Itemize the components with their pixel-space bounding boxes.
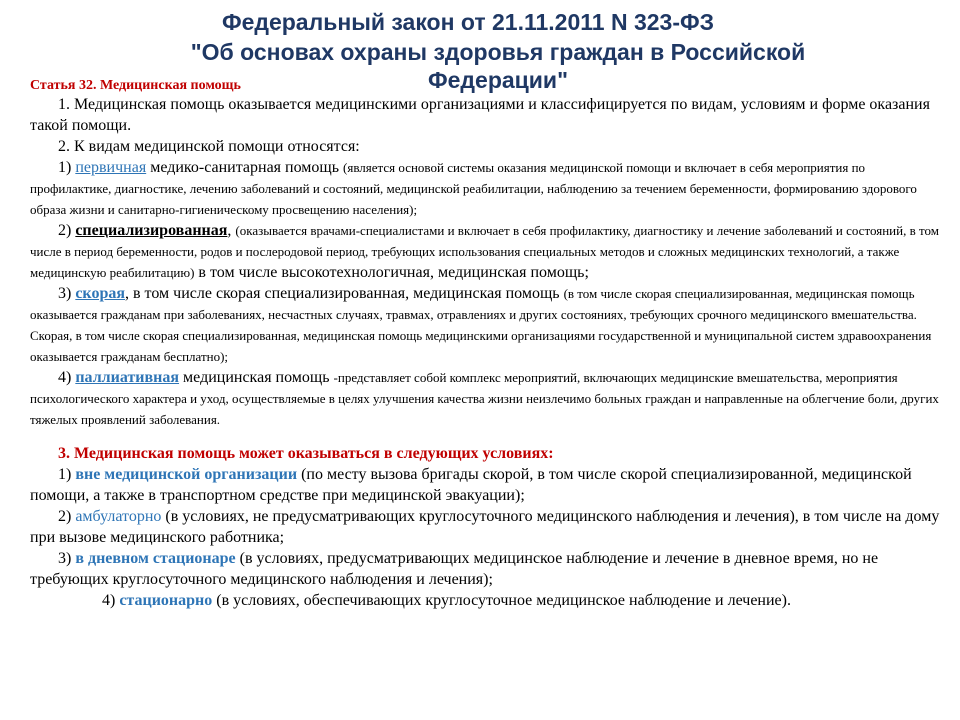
item-note: (является основой системы оказания медицинской помощи и включает в себя мероприятия по профилактике, диагностике, лечению заболеваний и состояний, медицинской реабилитации, наблюдению за течением беременности, формированию здорового образа жизни и санитарно-гигиеническому просвещению населения); [30, 160, 917, 217]
condition-item-outpatient [30, 506, 940, 548]
term-specialized: специализированная [75, 222, 228, 239]
type-item-primary [30, 157, 940, 220]
article-heading: Статья 32. Медицинская помощь [30, 78, 241, 93]
term-inpatient: стационарно [119, 592, 213, 609]
item-note: (в том числе скорая специализированная, медицинская помощь оказывается гражданам при заболеваниях, несчастных случаях, травмах, отравлениях и других состояниях, требующих срочного медицинского вмешательства. Скорая, в том числе скорая специализированная, медицинская помощь медицинскими организациями государственной и муниципальной систем здравоохранения оказывается гражданам бесплатно); [30, 286, 932, 364]
slide-title-line-2: "Об основах охраны здоровья граждан в Российской [190, 39, 806, 65]
item-number: 1) [58, 466, 76, 483]
item-text: (в условиях, не предусматривающих круглосуточного медицинского наблюдения и лечения), в том числе на дому при вызове медицинского работника; [30, 508, 940, 546]
slide-title-line-3: Федерации" [428, 67, 568, 93]
condition-item-outside [30, 464, 940, 506]
slide-title-line-1: Федеральный закон от 21.11.2011 N 323-ФЗ [221, 9, 715, 35]
item-note: -представляет собой комплекс мероприятий, включающих медицинские вмешательства, мероприятия психологического характера и уход, осуществляемые в целях улучшения качества жизни неизлечимо больных граждан и направленные на облегчение боли, других тяжелых проявлений заболевания. [30, 370, 939, 427]
term-day-hospital: в дневном стационаре [75, 550, 236, 567]
conditions-heading: 3. Медицинская помощь может оказываться в следующих условиях: [58, 445, 554, 462]
item-number: 4) [102, 592, 120, 609]
term-palliative-link[interactable]: паллиативная [75, 369, 180, 386]
type-item-specialized [30, 220, 940, 283]
term-outside-organization: вне медицинской организации [75, 466, 298, 483]
item-tail: в том числе высокотехнологичная, медицинская помощь; [194, 264, 589, 281]
item-number: 2) [58, 222, 76, 239]
item-text: , в том числе скорая специализированная, медицинская помощь [125, 285, 564, 302]
term-primary-link[interactable]: первичная [75, 159, 147, 176]
term-emergency-link[interactable]: скорая [75, 285, 125, 302]
paragraph-2: 2. К видам медицинской помощи относятся: [58, 138, 360, 155]
item-text: медицинская помощь [179, 369, 334, 386]
item-number: 4) [58, 369, 76, 386]
item-text: (в условиях, обеспечивающих круглосуточное медицинское наблюдение и лечение). [212, 592, 791, 609]
type-item-emergency [30, 283, 940, 367]
item-separator: , [227, 222, 236, 239]
item-note: (оказывается врачами-специалистами и включает в себя профилактику, диагностику и лечение заболеваний и состояний, в том числе в период беременности, родов и послеродовой период, требующих использования специальных методов и сложных медицинских технологий, а также медицинскую реабилитацию) [30, 223, 939, 280]
type-item-palliative [30, 367, 940, 430]
item-number: 1) [58, 159, 76, 176]
item-number: 3) [58, 285, 76, 302]
item-text: медико-санитарная помощь [146, 159, 344, 176]
item-text: (по месту вызова бригады скорой, в том числе скорой специализированной, медицинской помощи, а также в транспортном средстве при медицинской эвакуации); [30, 466, 912, 504]
item-text: (в условиях, предусматривающих медицинское наблюдение и лечение в дневное время, но не требующих круглосуточного медицинского наблюдения и лечения); [30, 550, 879, 588]
item-number: 2) [58, 508, 76, 525]
section-spacer [30, 430, 940, 443]
paragraph-1: 1. Медицинская помощь оказывается медицинскими организациями и классифицируется по видам, условиям и форме оказания такой помощи. [30, 96, 930, 134]
condition-item-inpatient [30, 590, 940, 611]
item-number: 3) [58, 550, 76, 567]
article-body [30, 94, 940, 611]
condition-item-day-hospital [30, 548, 940, 590]
term-outpatient: амбулаторно [75, 508, 162, 525]
